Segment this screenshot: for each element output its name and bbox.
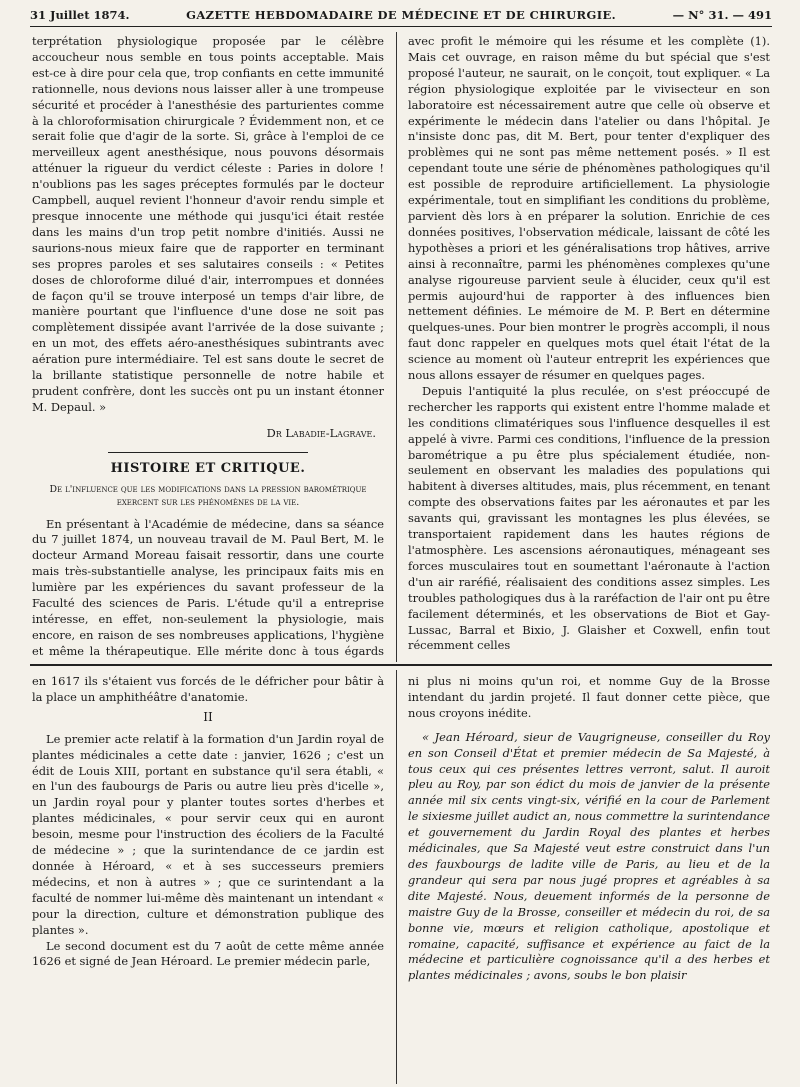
section-divider bbox=[30, 664, 772, 666]
column-divider-bottom bbox=[396, 670, 397, 1084]
page-header bbox=[30, 4, 772, 27]
header-issue-page bbox=[673, 8, 772, 22]
article-paragraph: en 1617 ils s'étaient vus forcés de le défricher pour bâtir à la place un amphithéâtre d'anatomie. bbox=[32, 674, 384, 704]
article-column-bottom-right bbox=[408, 674, 770, 1084]
article-column-bottom-left bbox=[32, 674, 384, 1084]
quote-paragraph: « Jean Héroard, sieur de Vaugrigneuse, conseiller du Roy en son Conseil d'État et premier médecin de Sa Majesté, à tous ceux qui ces présentes lettres verront, salut. Il auroit pleu au Roy, par son édict du mois de janvier de la présente année mil six cents vingt-six, vérifié en la cour de Parlement le sixiesme juillet audict an, nous commettre la surintendance et gouvernement du Jardin Royal des plantes et herbes médicinales, que Sa Majesté veut estre construict dans l'un des fauxbourgs de ladite ville de Paris, au lieu et de la grandeur qui sera par nous jugé propres et agréables à sa dite Majesté. Nous, deuement informés de la personne de maistre Guy de la Brosse, conseiller et médecin du roi, de sa bonne vie, mœurs et religion catholique, apostolique et romaine, capacité, suffisance et expérience au faict de la médecine et particulière cognoissance qu'il a des herbes et plantes médicinales ; avons, soubs le bon plaisir bbox=[408, 729, 770, 983]
article-paragraph: Le premier acte relatif à la formation d'un Jardin royal de plantes médicinales a cette date : janvier, 1626 ; c'est un édit de Louis XIII, portant en substance qu'il sera établi, « en l'un des faubourgs de Paris ou autre lieu près d'icelle », un Jardin royal pour y planter toutes sortes d'herbes et plantes médicinales, « pour servir ceux qui en auront besoin, mesme pour l'instruction des écoliers de la Faculté de médecine » ; que la surintendance de ce jardin est donnée à Héroard, « et à ses successeurs premiers médecins, et non à autres » ; que ce surintendant a la faculté de nommer lui-même dès maintenant un intendant « pour la direction, culture et démonstration publique des plantes ». bbox=[32, 731, 384, 937]
header-issue: — N° 31. — bbox=[672, 8, 744, 22]
section-subtitle: De l'influence que les modifications dans la pression barométrique exercent sur les phénomènes de la vie. bbox=[49, 483, 367, 508]
article-separator bbox=[108, 452, 308, 453]
article-paragraph: En présentant à l'Académie de médecine, dans sa séance du 7 juillet 1874, un nouveau travail de M. Paul Bert, M. le docteur Armand Moreau faisait ressortir, dans une courte mais très-substantielle analyse, les principaux faits mis en lumière par les expériences du savant professeur de la Faculté des sciences de Paris. L'étude qu'il a entreprise intéresse, en effet, non-seulement la physiologie, mais encore, en raison de ses nombreuses applications, l'hygiène et même la thérapeutique. Elle mérite donc à tous égards bbox=[32, 516, 384, 658]
author-signature: Dr Labadie-Lagrave. bbox=[266, 425, 376, 440]
quoted-document bbox=[408, 730, 770, 985]
article-paragraph: ni plus ni moins qu'un roi, et nomme Guy de la Brosse intendant du jardin projeté. Il faut donner cette pièce, que nous croyons inédite. bbox=[408, 674, 770, 720]
section-title: HISTOIRE ET CRITIQUE. bbox=[110, 460, 306, 476]
article-paragraph: terprétation physiologique proposée par le célèbre accoucheur nous semble en tous points acceptable. Mais est-ce à dire pour cela que, trop confiants en cette immunité rationnelle, nous devions nous laisser aller à une trompeuse sécurité et procéder à l'anesthésie des parturientes comme à la chloroformisation chirurgicale ? Évidemment non, et ce serait folie que d'agir de la sorte. Si, grâce à l'emploi de ce merveilleux agent anesthésique, nous pouvons désormais atténuer la rigueur du verdict céleste : Paries in dolore ! n'oublions pas les sages préceptes formulés par le docteur Campbell, auquel revient l'honneur d'avoir rendu simple et presque innocente une méthode qui jusqu'ici était restée dans les mains d'un trop petit nombre d'initiés. Aussi ne saurions-nous mieux faire que de rapporter en terminant ses propres paroles et ses salutaires conseils : « Petites doses de chloroforme dilué d'air, interrompues et données de façon qu'il se trouve interposé un temps d'air libre, de manière pourtant que l'influence d'une dose ne soit pas complètement dissipée avant l'arrivée de la dose suivante ; en un mot, des effets aéro-anesthésiques subintrants avec aération pure intermédiaire. Tel est sans doute le secret de la brillante statistique personnelle de notre habile et prudent confrère, dont les succès ont pu un instant étonner M. Depaul. » bbox=[32, 34, 384, 414]
header-page-number: 491 bbox=[747, 8, 772, 22]
article-paragraph: Le second document est du 7 août de cette même année 1626 et signé de Jean Héroard. Le premier médecin parle, bbox=[32, 938, 384, 969]
section-number: II bbox=[203, 709, 213, 724]
article-paragraph: Depuis l'antiquité la plus reculée, on s'est préoccupé de rechercher les rapports qui existent entre l'homme malade et les conditions climatériques sous l'influence desquelles il est appelé à vivre. Parmi ces conditions, l'influence de la pression barométrique a pu être plus spécialement étudiée, non-seulement en observant les maladies des populations qui habitent à diverses altitudes, mais, plus récemment, en tenant compte des observations faites par les aéronautes et par les savants qui, gravissant les montagnes les plus élevées, se transportaient rapidement dans les hautes régions de l'atmosphère. Les ascensions aéronautiques, ménageant ses forces musculaires tout en soumettant l'aéronaute à l'action d'un air raréfié, réalisaient des conditions assez simples. Les troubles pathologiques dus à la raréfaction de l'air ont pu être facilement déterminés, et les observations de Biot et Gay-Lussac, Barral et Bixio, J. Glaisher et Coxwell, enfin tout récemment celles bbox=[408, 383, 770, 653]
article-column-top-left bbox=[32, 34, 384, 660]
column-divider-top bbox=[396, 32, 397, 662]
header-title: GAZETTE HEBDOMADAIRE DE MÉDECINE ET DE CHIRURGIE. bbox=[186, 8, 617, 22]
article-paragraph: avec profit le mémoire qui les résume et les complète (1). Mais cet ouvrage, en raison même du but spécial que s'est proposé l'auteur, ne saurait, on le conçoit, tout expliquer. « La région physiologique exploitée par le vivisecteur en son laboratoire est nécessairement autre que celle où observe et expérimente le médecin dans l'atelier ou dans l'hôpital. Je n'insiste donc pas, dit M. Bert, pour tenter d'expliquer des problèmes qui ne sont pas même nettement posés. » Il est cependant toute une série de phénomènes pathologiques qu'il est possible de reproduire artificiellement. La physiologie expérimentale, tout en simplifiant les conditions du problème, parvient dès lors à en préparer la solution. Enrichie de ces données positives, l'observation médicale, laissant de côté les hypothèses a priori et les généralisations trop hâtives, arrive ainsi à reconnaître, parmi les phénomènes complexes qu'une analyse rigoureuse parvient seule à élucider, ceux qu'il est permis aujourd'hui de rapporter à des influences bien nettement définies. Le mémoire de M. P. Bert en détermine quelques-unes. Pour bien montrer le progrès accompli, il nous faut donc rappeler en quelques mots quel était l'état de la science au moment où l'auteur entreprit les expériences que nous allons essayer de résumer en quelques pages. bbox=[408, 34, 770, 383]
header-date: 31 Juillet 1874. bbox=[30, 8, 130, 22]
article-column-top-right bbox=[408, 34, 770, 660]
